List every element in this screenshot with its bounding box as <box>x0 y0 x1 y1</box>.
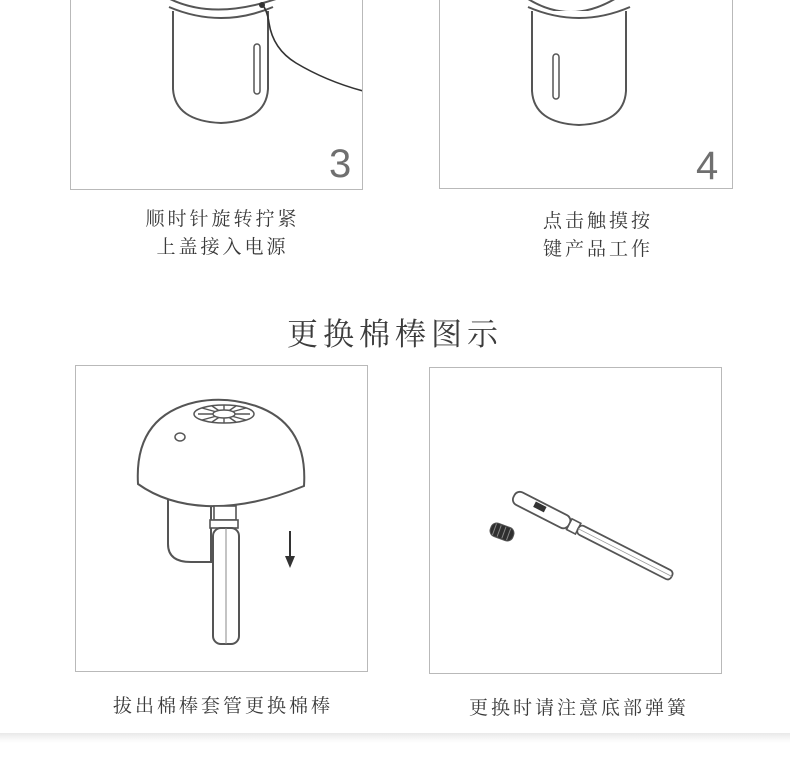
remove-rod-panel <box>75 365 368 672</box>
mushroom-humidifier-illustration <box>76 366 367 671</box>
down-arrow-icon <box>285 531 295 568</box>
step-3-caption <box>70 205 375 261</box>
rod-and-spring-illustration <box>430 368 721 673</box>
humidifier-cup-illustration <box>440 0 732 188</box>
remove-rod-caption: 拔出棉棒套管更换棉棒 <box>112 695 333 717</box>
spring-caption: 更换时请注意底部弹簧 <box>468 697 689 719</box>
section-title: 更换棉棒图示 <box>287 317 503 353</box>
step-4-number: 4 <box>696 144 719 188</box>
step-3-number: 3 <box>329 142 352 186</box>
spring-panel <box>429 367 722 674</box>
step-4-caption-line-1: 点击触摸按 <box>542 210 653 232</box>
step-4-caption-line-2: 键产品工作 <box>542 238 653 260</box>
vent-flower-icon <box>194 405 254 423</box>
bottom-divider-shadow <box>0 733 790 743</box>
step-4-panel <box>439 0 733 189</box>
step-3-caption-line-2: 上盖接入电源 <box>156 236 289 258</box>
power-button-icon <box>175 433 185 441</box>
step-3-caption-line-1: 顺时针旋转拧紧 <box>145 208 300 230</box>
humidifier-cup-cable-illustration <box>71 0 362 189</box>
spring-icon <box>488 521 515 542</box>
step-4-caption <box>439 207 757 263</box>
step-3-panel <box>70 0 363 190</box>
